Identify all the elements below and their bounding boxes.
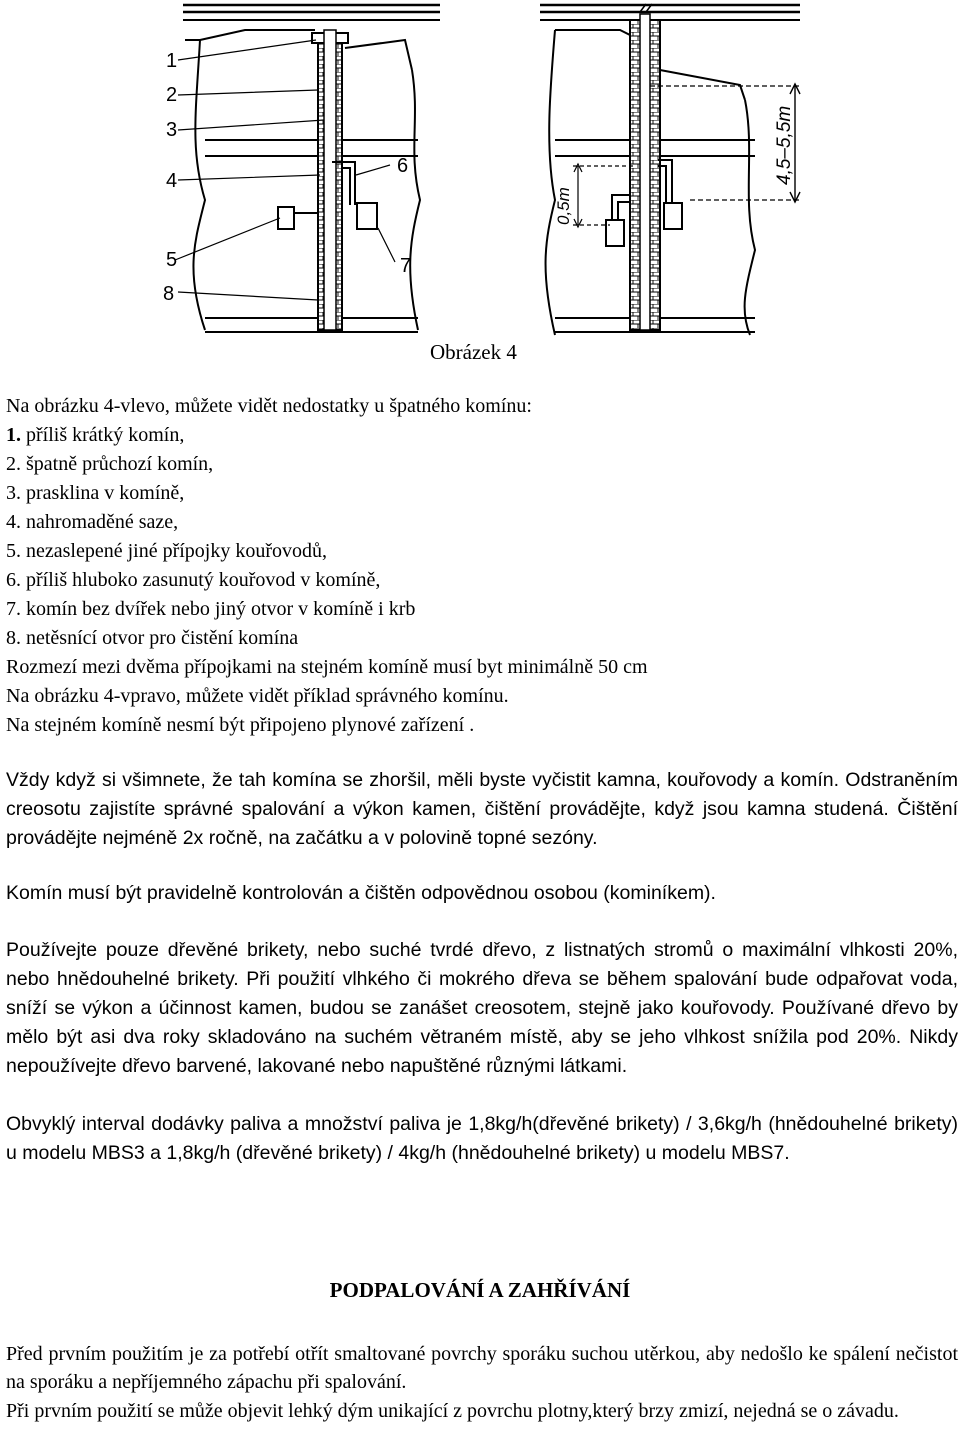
defect-item: 2. špatně průchozí komín, [6,453,214,475]
defect-number: 1. [6,424,21,446]
label-3: 3 [166,119,178,141]
gas-appliance-note: Na stejném komíně nesmí být připojeno plynové zařízení . [6,714,475,736]
smoke-note-paragraph: Při prvním použití se může objevit lehký dým unikající z povrchu plotny,který brzy zmizí, nejedná se o závadu. [6,1400,899,1422]
label-1: 1 [166,50,178,72]
defect-text: příliš krátký komín, [26,424,185,446]
chimney-diagram [0,0,960,345]
fuel-paragraph: Používejte pouze dřevěné brikety, nebo suché tvrdé dřevo, z listnatých stromů o maximální vlhkosti 20%, nebo hnědouhelné brikety. Při použití vlhkého či mokrého dřeva se během spalování bude odpařovat voda, sníží se výkon a účinnost kamen, budou se zanášet creosotem, stejně jako kouřovody. Používané dřevo by mělo být asi dva roky skladováno na suchém větraném místě, aby se jeho vlhkost snížila pod 20%. Nikdy nepoužívejte dřevo barvené, lakované nebo napuštěné různými látkami. [6,939,958,1077]
label-7: 7 [400,255,412,277]
good-chimney-diagram [540,4,800,335]
cleaning-paragraph: Vždy když si všimnete, že tah komína se zhoršil, měli byste vyčistit kamna, kouřovody a komín. Odstraněním creosotu zajistíte správné spalování a výkon kamen, čištění provádějte, když jsou kamna studená. Čištění provádějte nejméně 2x ročně, na začátku a v polovině topné sezóny. [6,769,958,849]
first-use-paragraph: Před prvním použitím je za potřebí otřít smaltované povrchy sporáku suchou utěrkou, aby nedošlo ke spálení nečistot na sporáku a nepříjemného zápachu při spalování. [6,1343,958,1393]
label-6: 6 [397,155,409,177]
good-chimney-note: Na obrázku 4-vpravo, můžete vidět příklad správného komínu. [6,685,509,707]
figure-caption: Obrázek 4 [430,340,517,364]
label-8: 8 [163,283,175,305]
defect-item: 5. nezaslepené jiné přípojky kouřovodů, [6,540,328,562]
defect-item [6,424,184,447]
defects-intro: Na obrázku 4-vlevo, můžete vidět nedostatky u špatného komínu: [6,395,532,417]
label-2: 2 [166,84,178,106]
defect-item: 7. komín bez dvířek nebo jiný otvor v komíně i krb [6,598,416,620]
fuel-interval-paragraph: Obvyklý interval dodávky paliva a množství paliva je 1,8kg/h(dřevěné brikety) / 3,6kg/h (hnědouhelné brikety) u modelu MBS3 a 1,8kg/h (dřevěné brikety) / 4kg/h (hnědouhelné brikety) u modelu MBS7. [6,1113,958,1164]
dimension-short-label: 0,5m [554,187,573,225]
defect-item: 4. nahromaděné saze, [6,511,179,533]
defect-item: 8. netěsnící otvor pro čistění komína [6,627,299,649]
ignition-heading: PODPALOVÁNÍ A ZAHŘÍVÁNÍ [329,1278,631,1302]
label-4: 4 [166,170,178,192]
defect-item: 6. příliš hluboko zasunutý kouřovod v komíně, [6,569,381,591]
dimension-long-label: 4,5–5,5m [774,105,795,185]
connection-distance-note: Rozmezí mezi dvěma přípojkami na stejném komíně musí byt minimálně 50 cm [6,656,648,678]
chimney-sweep-line: Komín musí být pravidelně kontrolován a čištěn odpovědnou osobou (kominíkem). [6,882,716,904]
label-5: 5 [166,249,178,271]
defect-item: 3. prasklina v komíně, [6,482,185,504]
